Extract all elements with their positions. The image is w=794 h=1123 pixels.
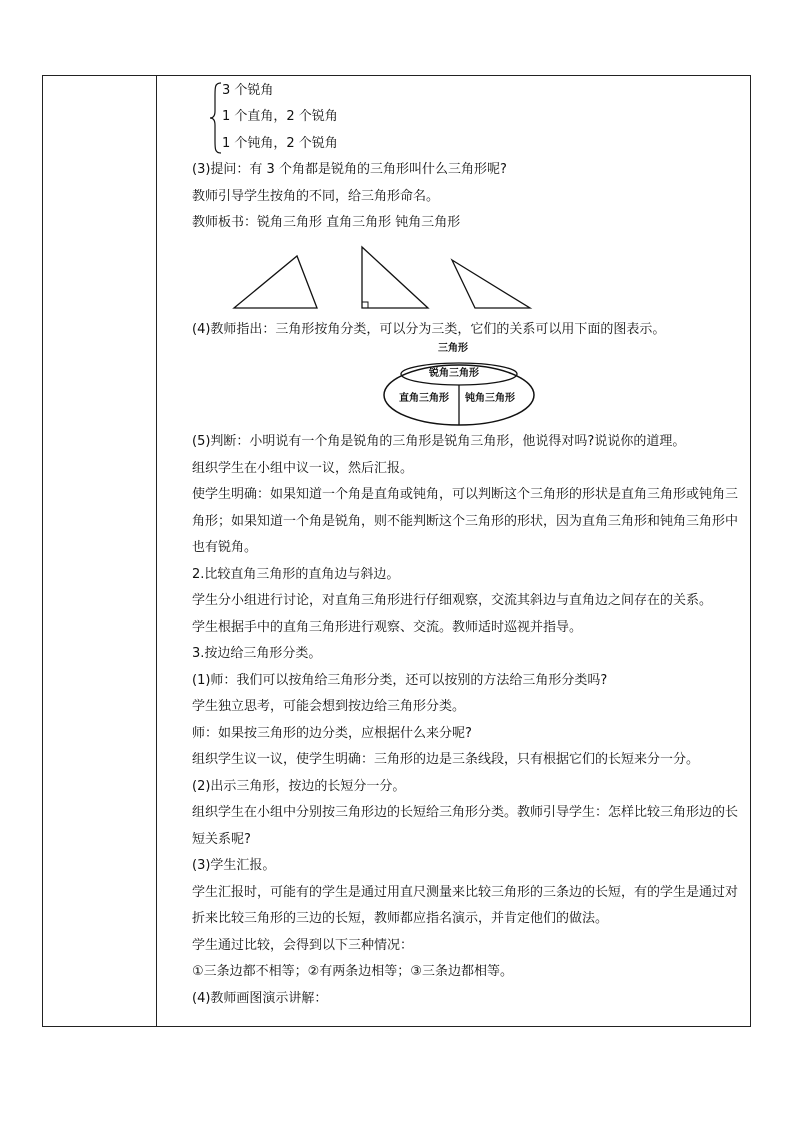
paragraph: (3)学生汇报。 (192, 858, 276, 873)
question-3: (3)提问：有 3 个角都是锐角的三角形叫什么三角形呢? (192, 162, 507, 177)
paragraph: (1)师：我们可以按角给三角形分类，还可以按别的方法给三角形分类吗? (192, 672, 608, 688)
venn-right-label: 直角三角形 (399, 393, 449, 404)
angle-classification-brace (163, 78, 747, 157)
section-2-heading: 2.比较直角三角形的直角边与斜边。 (192, 566, 400, 582)
paragraph: 学生独立思考，可能会想到按边给三角形分类。 (192, 699, 466, 714)
paragraph: 学生汇报时，可能有的学生是通过用直尺测量来比较三角形的三条边的长短，有的学生是通过对折来比较三角形的三边的长短，教师都应指名演示，并肯定他们的做法。 (192, 884, 739, 926)
lesson-content (163, 78, 747, 1012)
paragraph: 组织学生在小组中议一议，然后汇报。 (192, 460, 414, 476)
paragraph: (2)出示三角形，按边的长短分一分。 (192, 778, 406, 794)
paragraph: 使学生明确：如果知道一个角是直角或钝角，可以判断这个三角形的形状是直角三角形或钝角三角形；如果知道一个角是锐角，则不能判断这个三角形的形状，因为直角三角形和钝角三角形中也有锐角。 (192, 487, 739, 555)
paragraph: 组织学生议一议，使学生明确：三角形的边是三条线段，只有根据它们的长短来分一分。 (192, 752, 700, 767)
curly-brace-icon (209, 81, 223, 155)
venn-obtuse-label: 钝角三角形 (465, 393, 515, 404)
paragraph: (4)教师画图演示讲解： (192, 990, 328, 1006)
brace-item: 3 个锐角 (222, 83, 274, 98)
triangle-venn-diagram (163, 343, 747, 429)
triangle-figures (163, 237, 747, 317)
right-triangle-figure (362, 247, 428, 308)
acute-triangle-figure (234, 256, 317, 308)
venn-acute-label: 锐角三角形 (429, 368, 479, 379)
paragraph: 组织学生在小组中分别按三角形边的长短给三角形分类。教师引导学生：怎样比较三角形边的长短关系呢? (192, 805, 739, 847)
paragraph: 学生根据手中的直角三角形进行观察、交流。教师适时巡视并指导。 (192, 619, 583, 635)
obtuse-triangle-figure (452, 260, 530, 308)
brace-item: 1 个钝角，2 个锐角 (222, 135, 338, 151)
board-writing: 教师板书：锐角三角形 直角三角形 钝角三角形 (192, 215, 461, 230)
paragraph: 教师引导学生按角的不同，给三角形命名。 (192, 188, 440, 204)
table-column-divider (156, 75, 157, 1027)
venn-outer-label: 三角形 (438, 343, 468, 354)
paragraph-5: (5)判断：小明说有一个角是锐角的三角形是锐角三角形，他说得对吗?说说你的道理。 (192, 434, 686, 449)
paragraph: 师：如果按三角形的边分类，应根据什么来分呢? (192, 725, 472, 741)
paragraph: 学生分小组进行讨论，对直角三角形进行仔细观察，交流其斜边与直角边之间存在的关系。 (192, 593, 713, 608)
section-3-heading: 3.按边给三角形分类。 (192, 646, 322, 661)
brace-item: 1 个直角，2 个锐角 (222, 109, 338, 125)
paragraph: ①三条边都不相等；②有两条边相等；③三条边都相等。 (192, 964, 513, 979)
paragraph: 学生通过比较，会得到以下三种情况： (192, 937, 414, 953)
paragraph-4: (4)教师指出：三角形按角分类，可以分为三类，它们的关系可以用下面的图表示。 (192, 321, 666, 337)
